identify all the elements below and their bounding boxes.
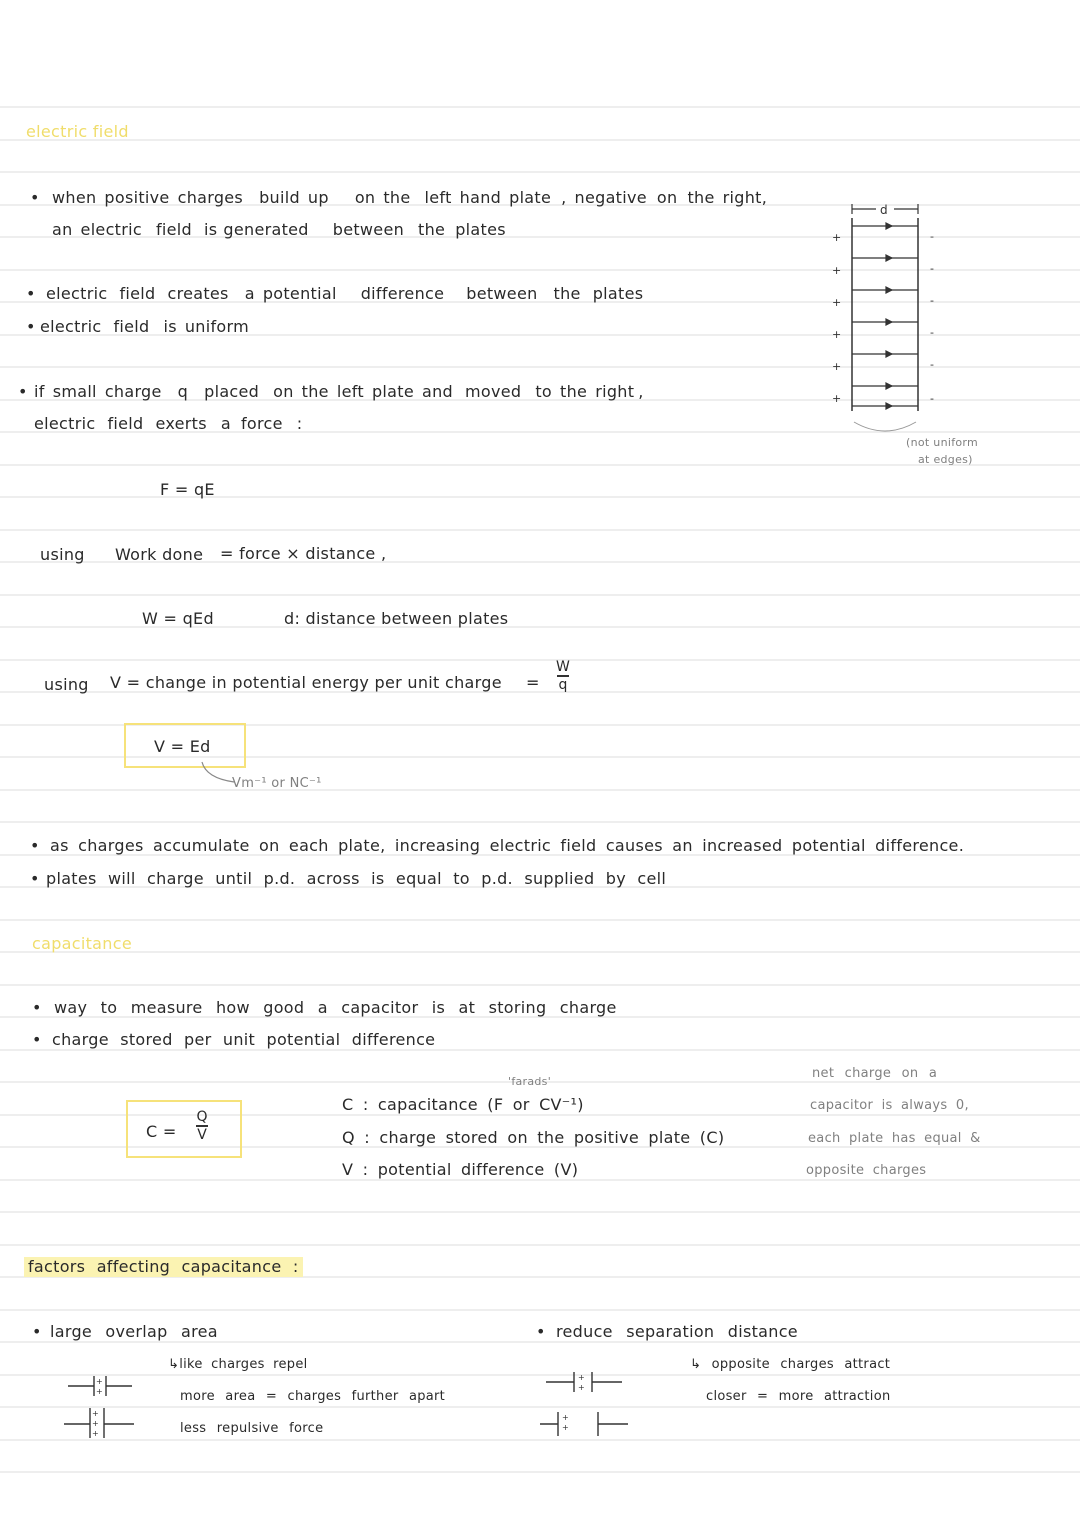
work-done-label: Work done [115, 545, 204, 564]
plus-charge: + [832, 296, 842, 309]
cap-b1-line: way to measure how good a capacitor is at storing charge [54, 998, 617, 1017]
formula-v-ed: V = Ed [154, 737, 211, 756]
formula-c-equals: C = [146, 1122, 177, 1141]
cap-b2-line: charge stored per unit potential difference [52, 1030, 436, 1049]
b4-line2: electric field exerts a force : [34, 414, 303, 433]
svg-text:+: + [562, 1423, 569, 1432]
b6-line: plates will charge until p.d. across is equal to p.d. supplied by cell [46, 869, 667, 888]
bullet: • [536, 1322, 546, 1341]
svg-text:+: + [96, 1377, 103, 1386]
plus-charge: + [832, 231, 842, 244]
factor-separation-title: reduce separation distance [556, 1322, 798, 1341]
plus-charge: + [832, 264, 842, 277]
bullet: • [32, 1030, 42, 1049]
diagram-note-line2: at edges) [918, 453, 973, 466]
capacitor-field-diagram [818, 196, 998, 442]
heading-electric-field: electric field [26, 122, 129, 141]
v-definition: V = change in potential energy per unit charge [110, 673, 502, 692]
svg-text:+: + [562, 1413, 569, 1422]
factor-separation-line2: closer = more attraction [706, 1389, 891, 1404]
equals-sign: = [526, 673, 540, 692]
factor-separation-line1: ↳ opposite charges attract [690, 1357, 891, 1372]
work-done-equation: = force × distance , [220, 544, 387, 563]
highlight-box-c-qv [126, 1100, 242, 1158]
b1-line2: an electric field is generated between the plates [52, 220, 506, 239]
minus-charge: - [930, 392, 934, 405]
bullet: • [18, 382, 28, 401]
capacitor-symbol-small-plates [64, 1372, 144, 1440]
b2-line: electric field creates a potential difference between the plates [46, 284, 644, 303]
svg-text:+: + [578, 1383, 585, 1392]
using-label-2: using [44, 675, 89, 694]
heading-factors: factors affecting capacitance : [24, 1257, 303, 1277]
factor-overlap-line3: less repulsive force [180, 1421, 324, 1436]
b5-line: as charges accumulate on each plate, increasing electric field causes an increased potential difference. [50, 836, 965, 855]
bullet: • [30, 836, 40, 855]
minus-charge: - [930, 358, 934, 371]
field-units: Vm⁻¹ or NC⁻¹ [232, 776, 322, 791]
formula-f-qe: F = qE [160, 480, 215, 499]
bullet: • [32, 1322, 42, 1341]
factor-overlap-title: large overlap area [50, 1322, 218, 1341]
svg-text:+: + [96, 1387, 103, 1396]
plus-charge: + [832, 392, 842, 405]
bullet: • [26, 317, 36, 336]
b3-line: electric field is uniform [40, 317, 249, 336]
bullet: • [26, 284, 36, 303]
def-potential-difference: V : potential difference (V) [342, 1160, 579, 1179]
b1-line1: when positive charges build up on the left hand plate , negative on the right, [52, 188, 768, 207]
fraction-w-over-q: W q [556, 659, 570, 693]
capacitor-symbol-separation [540, 1368, 640, 1440]
farads-note: 'farads' [508, 1075, 552, 1088]
minus-charge: - [930, 294, 934, 307]
side-note-line3: each plate has equal & [808, 1131, 981, 1146]
def-charge: Q : charge stored on the positive plate (C) [342, 1128, 725, 1147]
formula-w-qed: W = qEd [142, 609, 214, 628]
diagram-note-line1: (not uniform [906, 436, 979, 449]
svg-text:+: + [92, 1419, 99, 1428]
side-note-line1: net charge on a [812, 1066, 938, 1081]
minus-charge: - [930, 230, 934, 243]
plus-charge: + [832, 328, 842, 341]
plus-charge: + [832, 360, 842, 373]
svg-text:+: + [92, 1429, 99, 1438]
svg-text:+: + [578, 1373, 585, 1382]
diagram-d-label: d [880, 203, 888, 217]
def-capacitance: C : capacitance (F or CV⁻¹) [342, 1095, 584, 1114]
heading-capacitance: capacitance [32, 934, 132, 953]
side-note-line4: opposite charges [806, 1163, 927, 1178]
bullet: • [32, 998, 42, 1017]
d-definition: d: distance between plates [284, 609, 509, 628]
factor-overlap-line1: ↳like charges repel [168, 1357, 308, 1372]
minus-charge: - [930, 326, 934, 339]
bullet: • [30, 188, 40, 207]
b4-line1: if small charge q placed on the left plate and moved to the right , [34, 382, 644, 401]
using-label-1: using [40, 545, 85, 564]
bullet: • [30, 869, 40, 888]
factor-overlap-line2: more area = charges further apart [180, 1389, 446, 1404]
side-note-line2: capacitor is always 0, [810, 1098, 969, 1113]
fraction-q-over-v: Q V [196, 1109, 208, 1143]
minus-charge: - [930, 262, 934, 275]
svg-text:+: + [92, 1409, 99, 1418]
